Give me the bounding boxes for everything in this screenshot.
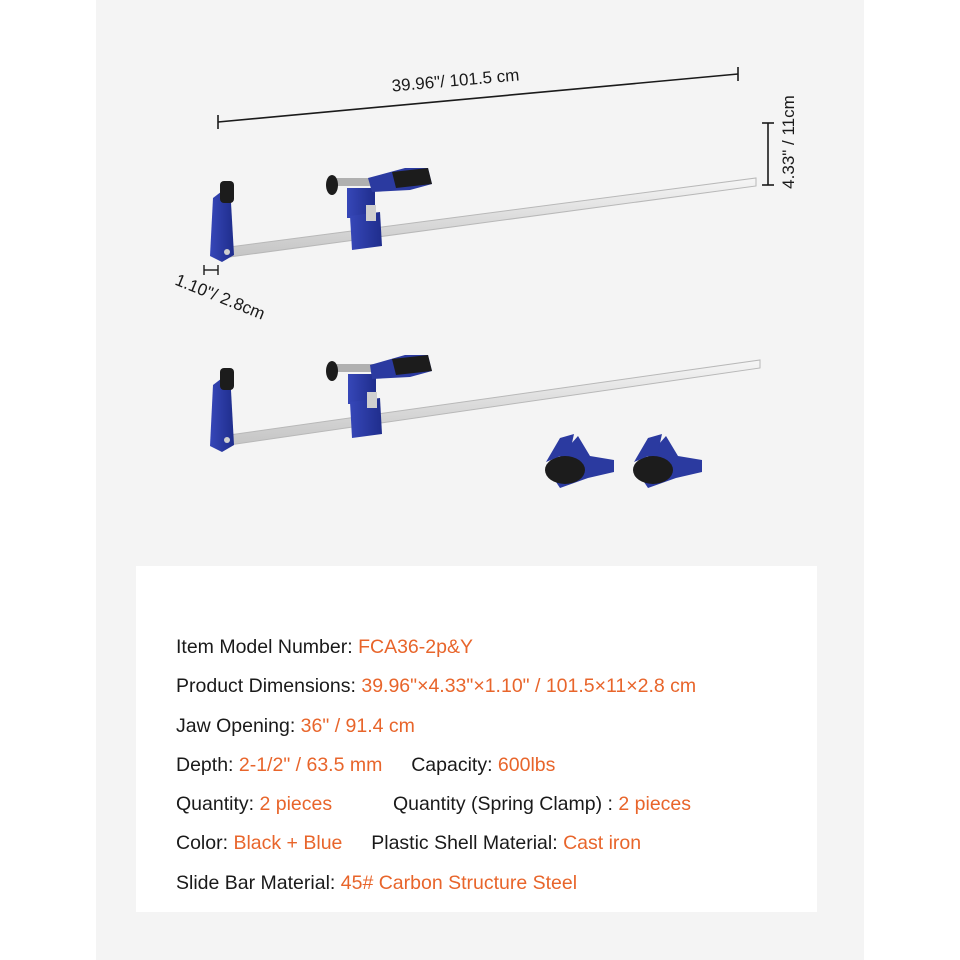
spec-model [176,628,696,667]
spec-value: 36" / 91.4 cm [300,714,415,737]
spec-value: 2 pieces [618,793,692,816]
spec-value: 600lbs [497,753,556,776]
spec-list [176,628,696,903]
spec-label: Quantity: [176,793,255,816]
height-dimension [762,95,798,189]
spec-jaw-opening [176,707,696,746]
spec-value: Cast iron [563,832,642,855]
spec-label: Capacity: [411,753,493,776]
bar-clamp-top [210,168,756,262]
length-label: 39.96"/ 101.5 cm [390,65,521,96]
spring-clamp-left [545,434,614,488]
spec-label: Depth: [176,753,234,776]
jaw-depth-label: 1.10"/ 2.8cm [172,270,268,324]
spec-label: Plastic Shell Material: [371,832,558,855]
spec-color-material [176,824,696,863]
spec-label: Quantity (Spring Clamp) : [392,793,613,816]
spec-value: FCA36-2p&Y [358,636,473,658]
spec-card [136,566,817,912]
spring-clamp-right [633,434,702,488]
spec-bar-material [176,864,696,903]
spec-label: Color: [176,832,229,855]
spec-label: Jaw Opening: [176,714,296,737]
jaw-depth-dimension [173,265,268,323]
height-label: 4.33" / 11cm [779,95,798,189]
spec-value: 39.96"×4.33"×1.10" / 101.5×11×2.8 cm [361,675,697,698]
spec-depth-capacity [176,746,696,785]
spec-quantity [176,785,696,824]
spec-value: 45# Carbon Structure Steel [340,871,578,894]
spec-label: Product Dimensions: [176,675,356,698]
spec-product-dimensions [176,667,696,706]
spec-value: 2-1/2" / 63.5 mm [238,753,383,776]
bar-clamp-bottom [210,355,760,452]
spec-label: Slide Bar Material: [176,871,336,894]
spec-value: Black + Blue [233,832,343,855]
spec-value: 2 pieces [259,793,333,816]
length-dimension [218,65,738,129]
spec-label: Item Model Number: [176,636,353,658]
